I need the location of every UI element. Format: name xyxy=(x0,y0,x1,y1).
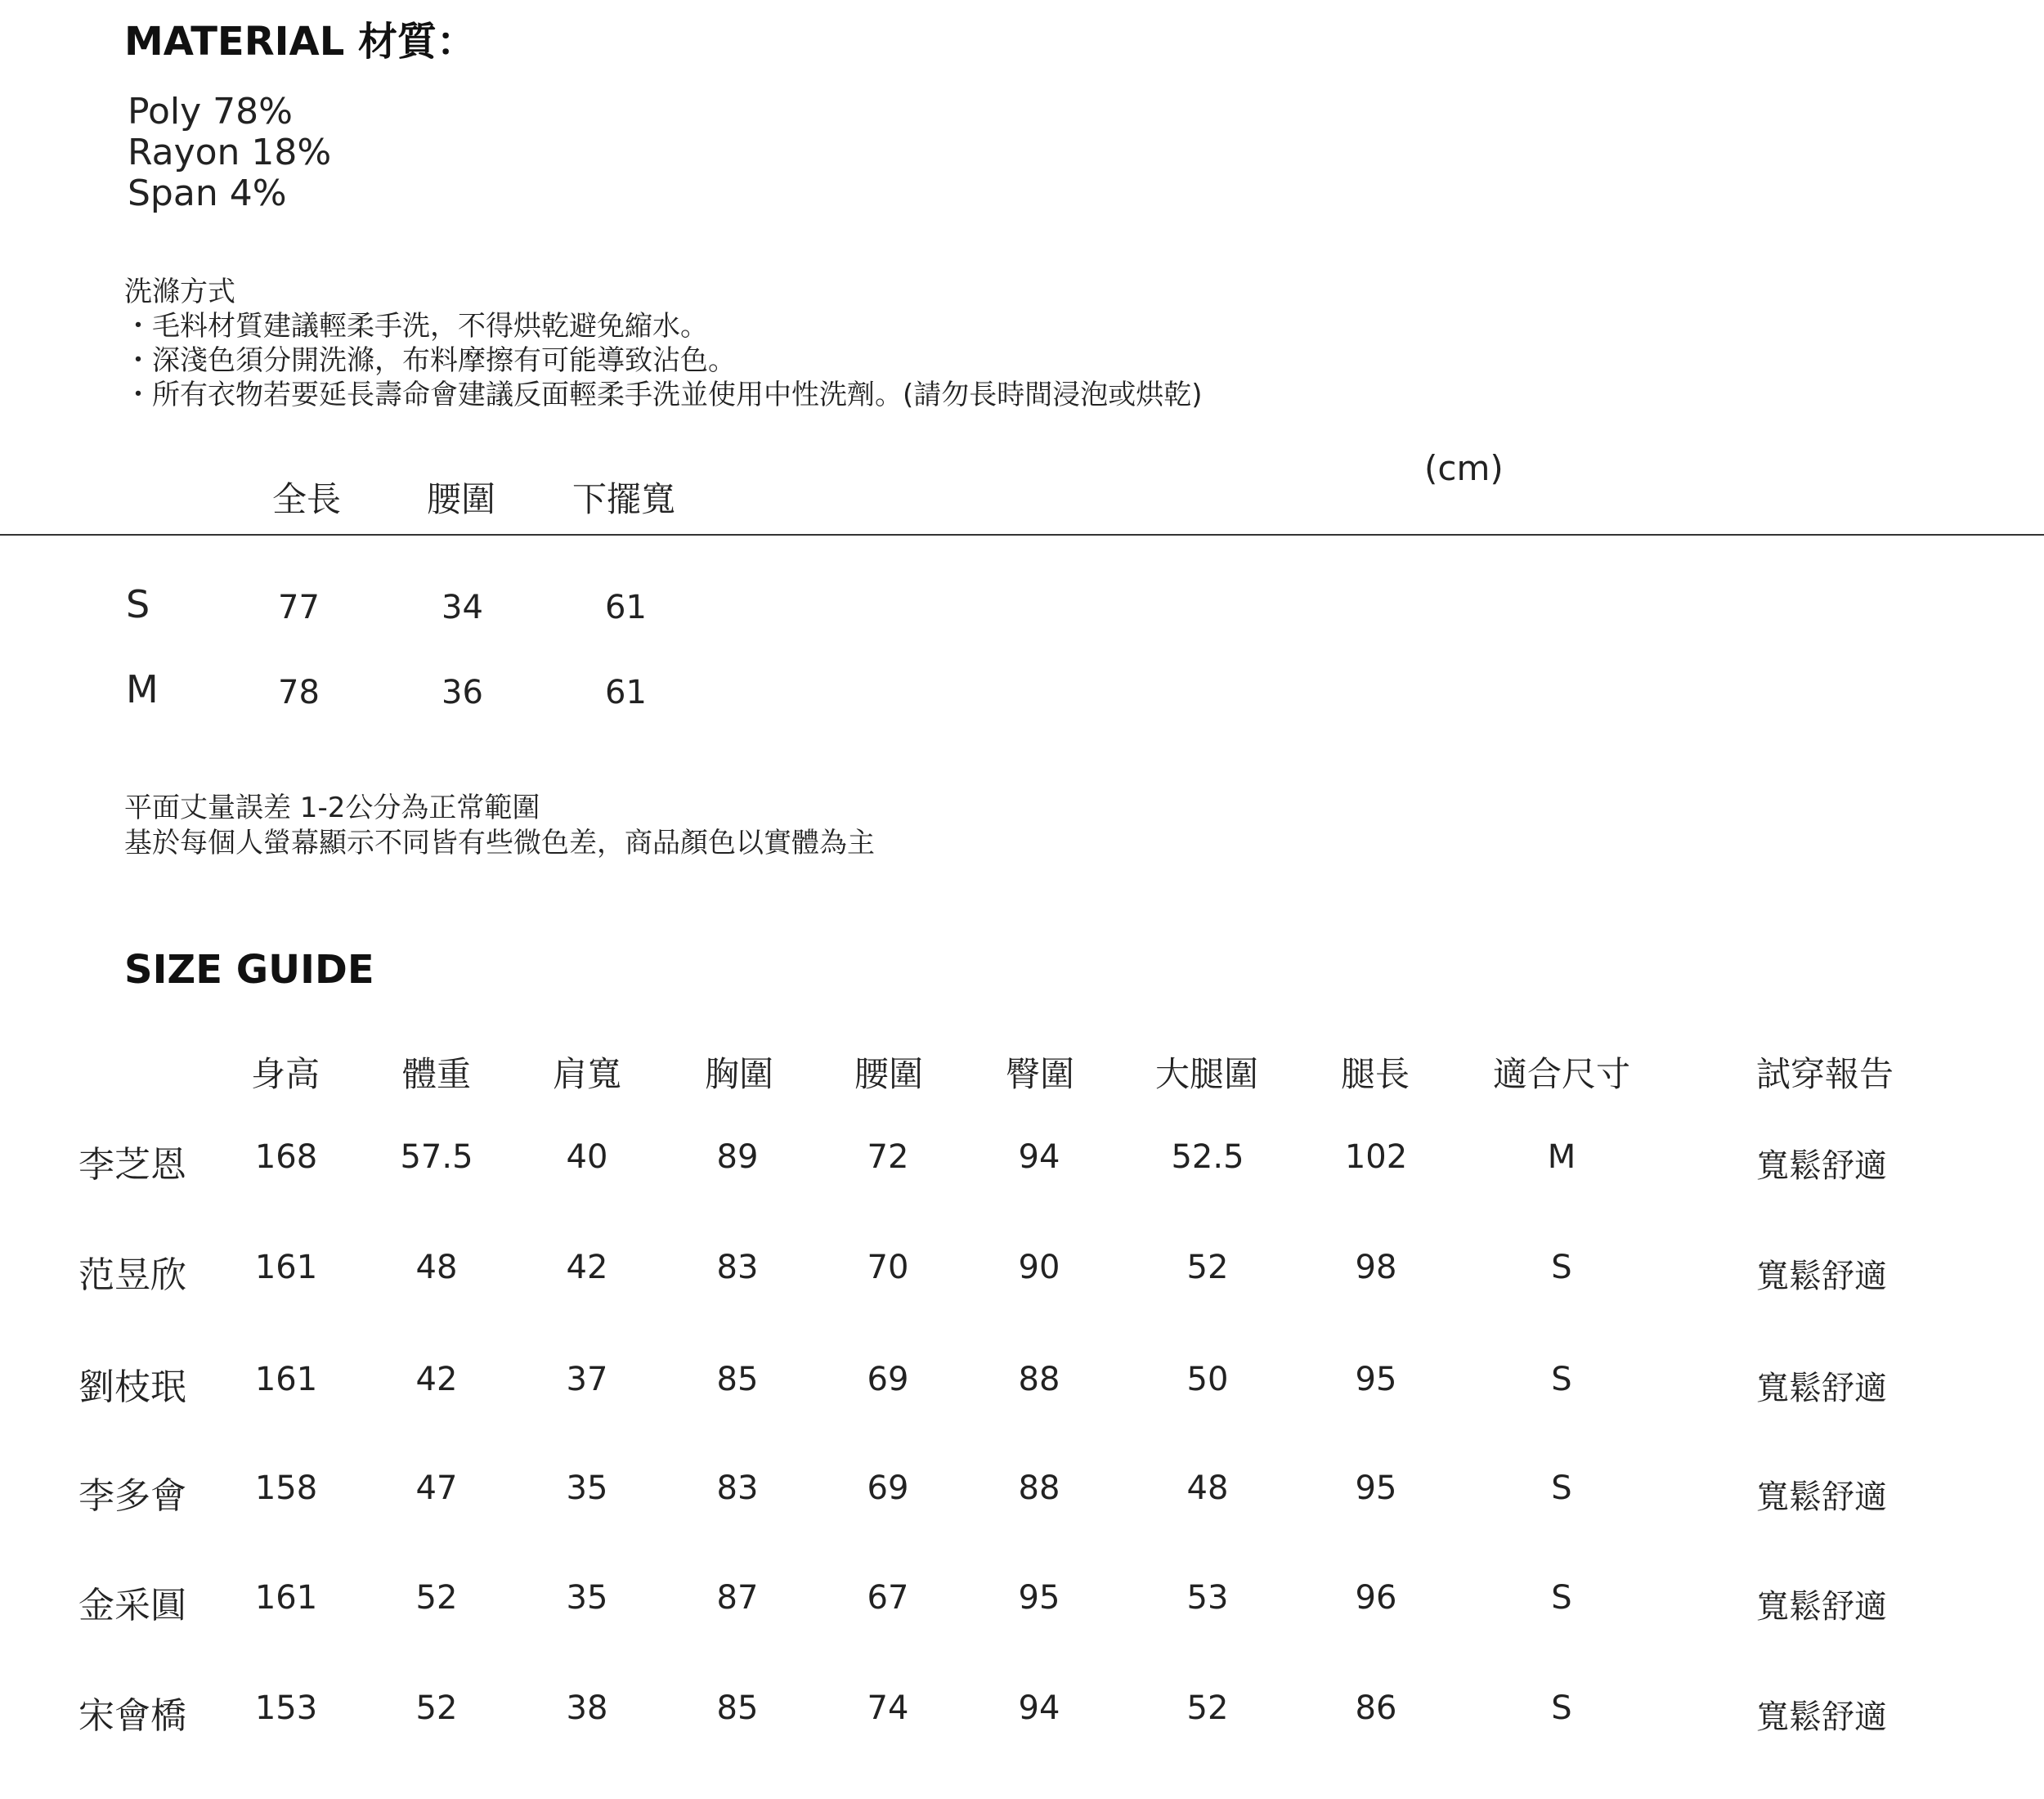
model-name: 范昱欣 xyxy=(78,1254,186,1296)
guide-cell: 72 xyxy=(867,1138,909,1176)
guide-cell: 86 xyxy=(1355,1689,1397,1727)
guide-header: 腿長 xyxy=(1341,1054,1410,1094)
guide-header: 肩寬 xyxy=(553,1054,622,1094)
guide-header: 胸圍 xyxy=(705,1054,774,1094)
guide-cell: 67 xyxy=(867,1579,909,1617)
guide-cell: 48 xyxy=(1186,1469,1229,1507)
guide-cell: 96 xyxy=(1355,1579,1397,1617)
guide-cell: 35 xyxy=(566,1579,608,1617)
fit-size: S xyxy=(1551,1579,1572,1617)
care-line: ・毛料材質建議輕柔手洗，不得烘乾避免縮水。 xyxy=(124,310,708,343)
guide-header: 體重 xyxy=(402,1054,472,1094)
guide-cell: 69 xyxy=(867,1469,909,1507)
fit-size: S xyxy=(1551,1361,1572,1398)
guide-header: 臀圍 xyxy=(1006,1054,1075,1094)
guide-cell: 42 xyxy=(415,1361,458,1398)
fit-report: 寬鬆舒適 xyxy=(1756,1698,1887,1736)
guide-header: 大腿圍 xyxy=(1155,1054,1259,1094)
guide-cell: 52.5 xyxy=(1171,1138,1244,1176)
measure-header: 腰圍 xyxy=(427,479,496,519)
guide-cell: 90 xyxy=(1018,1249,1060,1286)
measure-cell: 34 xyxy=(442,589,483,626)
guide-cell: 88 xyxy=(1018,1361,1060,1398)
guide-cell: 95 xyxy=(1355,1469,1397,1507)
table-divider xyxy=(0,534,2044,536)
guide-cell: 102 xyxy=(1344,1138,1408,1176)
measure-note: 基於每個人螢幕顯示不同皆有些微色差，商品顏色以實體為主 xyxy=(124,827,875,859)
size-label: M xyxy=(126,667,159,711)
guide-cell: 69 xyxy=(867,1361,909,1398)
material-item: Rayon 18% xyxy=(128,132,332,173)
guide-cell: 70 xyxy=(867,1249,909,1286)
guide-cell: 98 xyxy=(1355,1249,1397,1286)
fit-report: 寬鬆舒適 xyxy=(1756,1370,1887,1407)
fit-size: M xyxy=(1547,1138,1576,1176)
model-name: 劉枝珉 xyxy=(78,1366,186,1408)
guide-cell: 161 xyxy=(254,1249,318,1286)
care-line: ・深淺色須分開洗滌，布料摩擦有可能導致沾色。 xyxy=(124,344,736,377)
guide-cell: 94 xyxy=(1018,1689,1060,1727)
measure-header: 下擺寬 xyxy=(572,479,676,519)
guide-cell: 83 xyxy=(716,1249,759,1286)
guide-cell: 48 xyxy=(415,1249,458,1286)
material-item: Span 4% xyxy=(128,173,287,214)
fit-report: 寬鬆舒適 xyxy=(1756,1588,1887,1626)
guide-cell: 52 xyxy=(1186,1689,1229,1727)
guide-cell: 85 xyxy=(716,1689,759,1727)
model-name: 李多會 xyxy=(78,1475,186,1517)
guide-cell: 161 xyxy=(254,1579,318,1617)
guide-cell: 161 xyxy=(254,1361,318,1398)
guide-header: 適合尺寸 xyxy=(1493,1054,1631,1094)
fit-size: S xyxy=(1551,1249,1572,1286)
guide-cell: 74 xyxy=(867,1689,909,1727)
measure-cell: 77 xyxy=(278,589,320,626)
measure-cell: 61 xyxy=(605,589,647,626)
guide-cell: 158 xyxy=(254,1469,318,1507)
guide-cell: 37 xyxy=(566,1361,608,1398)
model-name: 金采圓 xyxy=(78,1585,186,1626)
material-title: MATERIAL 材質： xyxy=(124,19,476,65)
guide-cell: 42 xyxy=(566,1249,608,1286)
fit-report: 寬鬆舒適 xyxy=(1756,1147,1887,1185)
guide-cell: 53 xyxy=(1186,1579,1229,1617)
measure-cell: 78 xyxy=(278,674,320,711)
unit-label: (cm) xyxy=(1424,448,1504,488)
guide-cell: 95 xyxy=(1355,1361,1397,1398)
fit-size: S xyxy=(1551,1469,1572,1507)
guide-cell: 89 xyxy=(716,1138,759,1176)
measure-header: 全長 xyxy=(272,479,342,519)
guide-cell: 83 xyxy=(716,1469,759,1507)
guide-cell: 95 xyxy=(1018,1579,1060,1617)
guide-cell: 38 xyxy=(566,1689,608,1727)
care-title: 洗滌方式 xyxy=(124,276,235,308)
measure-cell: 61 xyxy=(605,674,647,711)
measure-cell: 36 xyxy=(442,674,483,711)
model-name: 宋會橋 xyxy=(78,1695,186,1737)
measure-note: 平面丈量誤差 1-2公分為正常範圍 xyxy=(124,792,540,824)
material-item: Poly 78% xyxy=(128,91,293,132)
guide-cell: 52 xyxy=(1186,1249,1229,1286)
guide-cell: 40 xyxy=(566,1138,608,1176)
guide-cell: 88 xyxy=(1018,1469,1060,1507)
model-name: 李芝恩 xyxy=(78,1144,186,1186)
guide-cell: 57.5 xyxy=(400,1138,473,1176)
guide-cell: 153 xyxy=(254,1689,318,1727)
guide-cell: 50 xyxy=(1186,1361,1229,1398)
guide-cell: 94 xyxy=(1018,1138,1060,1176)
guide-cell: 35 xyxy=(566,1469,608,1507)
care-line: ・所有衣物若要延長壽命會建議反面輕柔手洗並使用中性洗劑。(請勿長時間浸泡或烘乾) xyxy=(124,379,1203,411)
guide-cell: 52 xyxy=(415,1579,458,1617)
size-guide-title: SIZE GUIDE xyxy=(124,947,374,993)
guide-header: 腰圍 xyxy=(854,1054,924,1094)
guide-cell: 85 xyxy=(716,1361,759,1398)
fit-report: 寬鬆舒適 xyxy=(1756,1258,1887,1295)
guide-header: 試穿報告 xyxy=(1756,1054,1894,1094)
fit-report: 寬鬆舒適 xyxy=(1756,1478,1887,1516)
size-label: S xyxy=(126,582,150,626)
guide-cell: 52 xyxy=(415,1689,458,1727)
guide-cell: 168 xyxy=(254,1138,318,1176)
guide-cell: 87 xyxy=(716,1579,759,1617)
guide-header: 身高 xyxy=(251,1054,320,1094)
fit-size: S xyxy=(1551,1689,1572,1727)
guide-cell: 47 xyxy=(415,1469,458,1507)
